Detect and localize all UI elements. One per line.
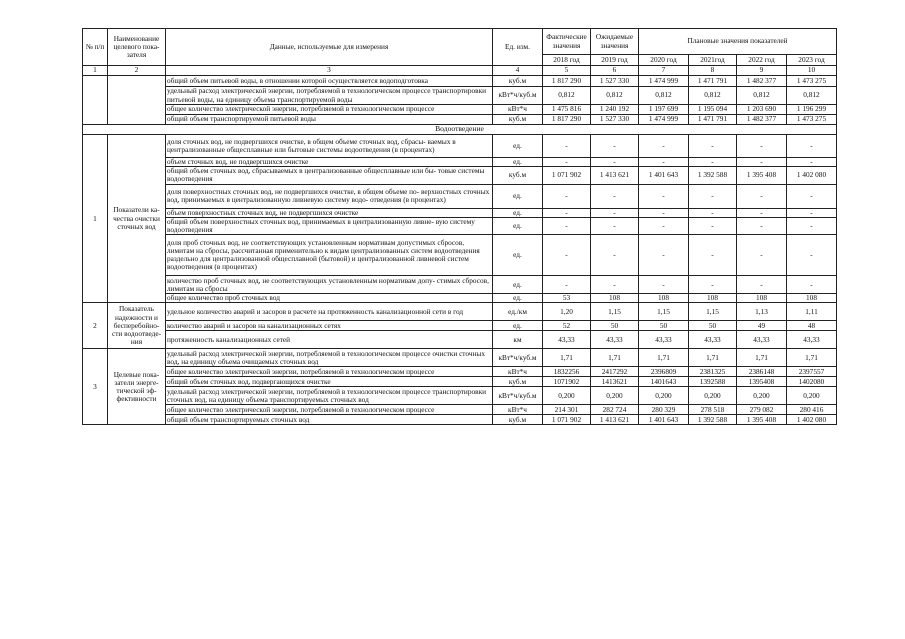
row-value: 1 817 290 xyxy=(543,76,591,87)
row-value: 53 xyxy=(543,294,591,303)
row-description: объем поверхностных сточных вод, не подвергшихся очистке xyxy=(166,208,493,217)
header-indicator: Наименование целевого пока- зателя xyxy=(108,29,166,66)
row-value: 1 482 377 xyxy=(737,115,787,125)
row-description: объем сточных вод, не подвергшихся очистке xyxy=(166,158,493,167)
row-value: 1 401 643 xyxy=(639,415,689,425)
row-description: удельный расход электрической энергии, потребляемой в технологическом процессе очистки сточных вод, на единицу объема очищаемых сточных вод xyxy=(166,349,493,367)
row-value: 1 482 377 xyxy=(737,76,787,87)
table-row xyxy=(83,87,837,105)
column-number: 5 xyxy=(543,66,591,76)
row-value: - xyxy=(543,135,591,158)
table-row xyxy=(83,377,837,387)
row-value: 1 817 290 xyxy=(543,115,591,125)
row-unit: кВт*ч/куб.м xyxy=(493,387,543,405)
row-value: 1 392 588 xyxy=(689,167,737,184)
row-unit: ед./км xyxy=(493,303,543,321)
row-value: - xyxy=(787,217,837,234)
row-value: 1 071 902 xyxy=(543,415,591,425)
row-description: протяженность канализационных сетей xyxy=(166,331,493,349)
row-value: 2381325 xyxy=(689,367,737,377)
column-number: 6 xyxy=(591,66,639,76)
row-value: 279 082 xyxy=(737,405,787,415)
column-number: 7 xyxy=(639,66,689,76)
header-no: № п/п xyxy=(83,29,108,66)
row-value: - xyxy=(591,276,639,294)
row-description: общий объем сточных вод, сбрасываемых в централизованные общесплавные или бы- товые системы водоотведения xyxy=(166,167,493,184)
row-value: - xyxy=(639,135,689,158)
row-value: - xyxy=(543,217,591,234)
row-value: 1 475 816 xyxy=(543,105,591,115)
row-value: 1 197 699 xyxy=(639,105,689,115)
row-value: - xyxy=(543,184,591,208)
row-value: - xyxy=(543,158,591,167)
row-description: доля сточных вод, не подвергшихся очистке, в общем объеме сточных вод, сбрасы- ваемых в централизованные общесплавные или бытовые системы водоотведения (в процентах) xyxy=(166,135,493,158)
row-value: 1 071 902 xyxy=(543,167,591,184)
row-value: 43,33 xyxy=(787,331,837,349)
row-value: - xyxy=(639,276,689,294)
row-unit: ед. xyxy=(493,158,543,167)
row-value: - xyxy=(737,158,787,167)
row-description: общий объем сточных вод, подвергающихся очистке xyxy=(166,377,493,387)
row-unit: кВт*ч xyxy=(493,105,543,115)
row-value: 1,15 xyxy=(591,303,639,321)
group-indicator-name: Показатели ка- чества очистки сточных вод xyxy=(108,135,166,303)
column-number: 1 xyxy=(83,66,108,76)
table-row xyxy=(83,321,837,331)
table-row xyxy=(83,167,837,184)
header-data-used: Данные, используемые для измерения xyxy=(166,29,493,66)
table-row xyxy=(83,76,837,87)
indicators-table xyxy=(82,28,837,425)
row-value: - xyxy=(737,235,787,276)
header-year: 2019 год xyxy=(591,55,639,66)
row-value: 1413621 xyxy=(591,377,639,387)
row-value: 1 527 330 xyxy=(591,115,639,125)
row-description: общее количество проб сточных вод xyxy=(166,294,493,303)
header-year: 2022 год xyxy=(737,55,787,66)
empty-indicator-cell xyxy=(108,76,166,125)
row-unit: куб.м xyxy=(493,167,543,184)
table-row xyxy=(83,105,837,115)
column-number: 3 xyxy=(166,66,493,76)
header-year: 2021год xyxy=(689,55,737,66)
row-value: 0,812 xyxy=(689,87,737,105)
row-value: 43,33 xyxy=(639,331,689,349)
row-value: - xyxy=(639,217,689,234)
row-value: 1,11 xyxy=(787,303,837,321)
row-value: - xyxy=(591,235,639,276)
row-unit: ед. xyxy=(493,294,543,303)
row-unit: кВт*ч/куб.м xyxy=(493,87,543,105)
row-value: - xyxy=(737,135,787,158)
row-value: 108 xyxy=(639,294,689,303)
row-value: - xyxy=(787,135,837,158)
header-year: 2023 год xyxy=(787,55,837,66)
row-value: - xyxy=(737,208,787,217)
group-indicator-name: Показатель надежности и бесперебойно- сти водоотведе- ния xyxy=(108,303,166,349)
row-value: 1,71 xyxy=(543,349,591,367)
row-value: 1 402 080 xyxy=(787,415,837,425)
row-unit: куб.м xyxy=(493,415,543,425)
table-row xyxy=(83,217,837,234)
row-value: 1,20 xyxy=(543,303,591,321)
table-row xyxy=(83,294,837,303)
section-row xyxy=(83,125,837,135)
row-description: общий объем питьевой воды, в отношении которой осуществляется водоподготовка xyxy=(166,76,493,87)
row-value: 43,33 xyxy=(737,331,787,349)
empty-no-cell xyxy=(83,76,108,125)
row-value: 108 xyxy=(737,294,787,303)
row-value: 1,15 xyxy=(639,303,689,321)
row-unit: ед. xyxy=(493,276,543,294)
row-value: - xyxy=(787,184,837,208)
row-value: - xyxy=(591,217,639,234)
table-row xyxy=(83,235,837,276)
row-value: 0,200 xyxy=(787,387,837,405)
table-row xyxy=(83,208,837,217)
row-value: 1 473 275 xyxy=(787,115,837,125)
row-value: 43,33 xyxy=(591,331,639,349)
header-unit: Ед. изм. xyxy=(493,29,543,66)
row-unit: кВт*ч xyxy=(493,405,543,415)
row-unit: кВт*ч xyxy=(493,367,543,377)
row-description: количество аварий и засоров на канализационных сетях xyxy=(166,321,493,331)
row-value: 108 xyxy=(787,294,837,303)
row-value: 1 471 791 xyxy=(689,115,737,125)
row-value: 0,200 xyxy=(591,387,639,405)
row-value: - xyxy=(689,217,737,234)
row-description: общее количество электрической энергии, потребляемой в технологическом процессе xyxy=(166,405,493,415)
row-value: - xyxy=(689,135,737,158)
table-row xyxy=(83,303,837,321)
table-row xyxy=(83,276,837,294)
header-row-1 xyxy=(83,29,837,55)
row-value: 43,33 xyxy=(689,331,737,349)
row-value: 1071902 xyxy=(543,377,591,387)
row-value: 1 413 621 xyxy=(591,415,639,425)
table-row xyxy=(83,405,837,415)
row-value: - xyxy=(639,235,689,276)
row-value: 2396809 xyxy=(639,367,689,377)
row-value: 1 474 999 xyxy=(639,115,689,125)
table-row xyxy=(83,184,837,208)
row-value: - xyxy=(591,158,639,167)
row-description: общий объем транспортируемой питьевой воды xyxy=(166,115,493,125)
row-value: 1 471 791 xyxy=(689,76,737,87)
table-row xyxy=(83,367,837,377)
row-value: 49 xyxy=(737,321,787,331)
row-value: - xyxy=(591,135,639,158)
group-indicator-name: Целевые пока- затели энерге- тической эф- фективности xyxy=(108,349,166,425)
row-value: 0,200 xyxy=(737,387,787,405)
row-value: 0,812 xyxy=(591,87,639,105)
column-number: 2 xyxy=(108,66,166,76)
row-value: 1 527 330 xyxy=(591,76,639,87)
row-description: доля поверхностных сточных вод, не подвергшихся очистке, в общем объеме по- верхностных сточных вод, принимаемых в централизованную ливневую систему водо- отведения (в процентах) xyxy=(166,184,493,208)
document-page xyxy=(82,28,837,425)
header-column-numbers-row xyxy=(83,66,837,76)
header-planned: Плановые значения показателей xyxy=(639,29,837,55)
row-value: - xyxy=(591,208,639,217)
row-value: 2417292 xyxy=(591,367,639,377)
table-body xyxy=(83,76,837,425)
row-value: 1 395 408 xyxy=(737,415,787,425)
row-value: 108 xyxy=(591,294,639,303)
row-value: - xyxy=(737,276,787,294)
table-row xyxy=(83,415,837,425)
row-value: 50 xyxy=(639,321,689,331)
column-number: 10 xyxy=(787,66,837,76)
row-value: 0,812 xyxy=(639,87,689,105)
row-description: удельный расход электрической энергии, потребляемой в технологическом процессе транспортировки сточных вод, на единицу объема транспортируемых сточных вод xyxy=(166,387,493,405)
row-description: общее количество электрической энергии, потребляемой в технологическом процессе xyxy=(166,105,493,115)
row-value: 1,71 xyxy=(787,349,837,367)
row-value: 1,71 xyxy=(591,349,639,367)
row-value: 1,71 xyxy=(639,349,689,367)
row-value: 0,200 xyxy=(689,387,737,405)
header-actual: Фактические значения xyxy=(543,29,591,55)
row-unit: км xyxy=(493,331,543,349)
group-number: 3 xyxy=(83,349,108,425)
section-title: Водоотведение xyxy=(83,125,837,135)
group-number: 1 xyxy=(83,135,108,303)
table-row xyxy=(83,349,837,367)
group-number: 2 xyxy=(83,303,108,349)
row-unit: кВт*ч/куб.м xyxy=(493,349,543,367)
row-value: 50 xyxy=(689,321,737,331)
row-description: общий объем поверхностных сточных вод, принимаемых в централизованную ливне- вую систему водоотведения xyxy=(166,217,493,234)
row-value: - xyxy=(689,235,737,276)
row-unit: ед. xyxy=(493,184,543,208)
row-value: 1 474 999 xyxy=(639,76,689,87)
row-description: доля проб сточных вод, не соответствующих установленным нормативам допустимых сбросов, лимитам на сбросы, рассчитанная применительно к видам централизованных систем водоотведения раздельно для централизованной общесплавной (бытовой) и централизованной ливневой систем водоотведения (в процентах) xyxy=(166,235,493,276)
row-value: 1 395 408 xyxy=(737,167,787,184)
column-number: 8 xyxy=(689,66,737,76)
row-value: 1 240 192 xyxy=(591,105,639,115)
table-row xyxy=(83,135,837,158)
row-description: удельный расход электрической энергии, потребляемой в технологическом процессе транспортировки питьевой воды, на единицу объема транспортируемой воды xyxy=(166,87,493,105)
row-value: 1401643 xyxy=(639,377,689,387)
column-number: 9 xyxy=(737,66,787,76)
row-value: - xyxy=(543,235,591,276)
row-value: 1,71 xyxy=(737,349,787,367)
row-value: 214 301 xyxy=(543,405,591,415)
row-value: 0,200 xyxy=(639,387,689,405)
row-value: 280 329 xyxy=(639,405,689,415)
row-value: - xyxy=(689,208,737,217)
row-value: 1832256 xyxy=(543,367,591,377)
row-value: - xyxy=(591,184,639,208)
row-value: 43,33 xyxy=(543,331,591,349)
row-value: 1,15 xyxy=(689,303,737,321)
row-description: удельное количество аварий и засоров в расчете на протяженность канализационной сети в год xyxy=(166,303,493,321)
row-value: 280 416 xyxy=(787,405,837,415)
row-value: - xyxy=(543,208,591,217)
row-value: 2386148 xyxy=(737,367,787,377)
row-unit: куб.м xyxy=(493,115,543,125)
row-value: - xyxy=(737,217,787,234)
row-value: - xyxy=(689,184,737,208)
header-expected: Ожидаемые значения xyxy=(591,29,639,55)
row-value: - xyxy=(639,184,689,208)
row-value: 2397557 xyxy=(787,367,837,377)
row-value: 1 402 080 xyxy=(787,167,837,184)
row-description: общее количество электрической энергии, потребляемой в технологическом процессе xyxy=(166,367,493,377)
row-description: общий объем транспортируемых сточных вод xyxy=(166,415,493,425)
row-value: 1395408 xyxy=(737,377,787,387)
row-value: - xyxy=(639,158,689,167)
row-value: 1 196 299 xyxy=(787,105,837,115)
row-value: 1 401 643 xyxy=(639,167,689,184)
row-unit: ед. xyxy=(493,235,543,276)
row-value: 0,812 xyxy=(737,87,787,105)
table-row xyxy=(83,331,837,349)
row-unit: ед. xyxy=(493,321,543,331)
column-number: 4 xyxy=(493,66,543,76)
row-value: 1 195 094 xyxy=(689,105,737,115)
header-year: 2018 год xyxy=(543,55,591,66)
table-row xyxy=(83,387,837,405)
row-value: 282 724 xyxy=(591,405,639,415)
table-row xyxy=(83,115,837,125)
row-value: - xyxy=(639,208,689,217)
row-unit: ед. xyxy=(493,217,543,234)
row-value: 108 xyxy=(689,294,737,303)
table-row xyxy=(83,158,837,167)
row-value: - xyxy=(689,276,737,294)
row-value: 1 413 621 xyxy=(591,167,639,184)
row-value: 48 xyxy=(787,321,837,331)
row-value: 1,13 xyxy=(737,303,787,321)
row-value: 0,812 xyxy=(543,87,591,105)
row-unit: куб.м xyxy=(493,377,543,387)
header-year: 2020 год xyxy=(639,55,689,66)
row-value: - xyxy=(787,208,837,217)
row-unit: ед. xyxy=(493,208,543,217)
row-value: 1,71 xyxy=(689,349,737,367)
row-value: 0,812 xyxy=(787,87,837,105)
row-value: - xyxy=(737,184,787,208)
row-value: 1 392 588 xyxy=(689,415,737,425)
row-value: 1 203 690 xyxy=(737,105,787,115)
row-value: - xyxy=(689,158,737,167)
row-value: 1 473 275 xyxy=(787,76,837,87)
row-value: 0,200 xyxy=(543,387,591,405)
row-value: - xyxy=(543,276,591,294)
row-value: 1402080 xyxy=(787,377,837,387)
row-value: 50 xyxy=(591,321,639,331)
row-value: - xyxy=(787,276,837,294)
row-value: - xyxy=(787,235,837,276)
row-value: - xyxy=(787,158,837,167)
row-value: 278 518 xyxy=(689,405,737,415)
row-value: 1392588 xyxy=(689,377,737,387)
row-unit: куб.м xyxy=(493,76,543,87)
row-value: 52 xyxy=(543,321,591,331)
row-unit: ед. xyxy=(493,135,543,158)
row-description: количество проб сточных вод, не соответствующих установленным нормативам допу- стимых сбросов, лимитам на сбросы xyxy=(166,276,493,294)
